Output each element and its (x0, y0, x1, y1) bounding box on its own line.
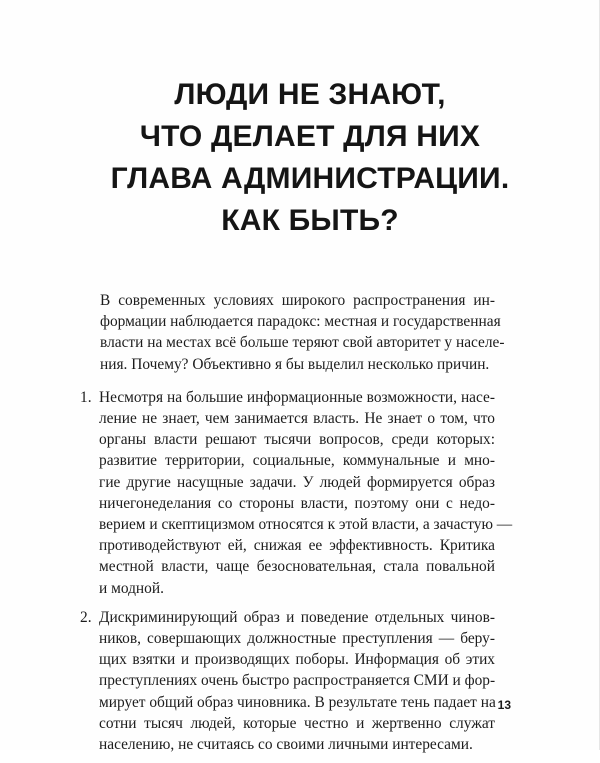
page-number: 13 (497, 698, 511, 712)
text-line: верием и скептицизмом относятся к этой власти, а зачастую — (99, 516, 513, 534)
text-line: В современных условиях широкого распространения ин- (100, 292, 495, 309)
text-line: органы власти решают тысячи вопросов, среди которых: (99, 431, 495, 449)
text-line: ничегонеделания со стороны власти, поэтому они с недо- (99, 494, 495, 512)
intro-paragraph (80, 290, 505, 375)
list-item-number: 2. (80, 608, 92, 626)
text-line: щих взятки и производящих поборы. Информация об этих (99, 651, 495, 669)
list-item (80, 607, 495, 755)
chapter-title-line: ГЛАВА АДМИНИСТРАЦИИ. (110, 162, 510, 195)
chapter-title-line: КАК БЫТЬ? (221, 204, 399, 237)
text-line: местной власти, чаще безосновательная, стала повальной (99, 558, 495, 576)
text-line: гие другие насущные задачи. У людей формируется образ (99, 473, 495, 491)
text-line: сотни тысяч людей, которые честно и жертвенно служат (99, 714, 495, 732)
text-line: Дискриминирующий образ и поведение отдельных чинов- (99, 608, 495, 626)
text-line: Несмотря на большие информационные возможности, насе- (99, 388, 495, 406)
list-item (80, 387, 513, 599)
text-line: формации наблюдается парадокс: местная и государственная (100, 313, 501, 331)
text-line: ление не знает, чем занимается власть. Не знает о том, что (99, 410, 495, 428)
list-item-number: 1. (80, 388, 92, 406)
text-line: власти на местах всё больше теряют свой авторитет у населе- (100, 334, 505, 352)
chapter-title (40, 74, 580, 242)
text-line: населению, не считаясь со своими личными интересами. (99, 736, 473, 754)
text-line: и модной. (99, 579, 164, 597)
text-line: преступлениях очень быстро распространяется СМИ и фор- (99, 672, 496, 690)
text-line: противодействуют ей, снижая ее эффективность. Критика (99, 537, 495, 555)
text-line: ников, совершающих должностные преступления — беру- (99, 630, 495, 648)
chapter-title-line: ЛЮДИ НЕ ЗНАЮТ, (174, 78, 446, 111)
text-line: ния. Почему? Объективно я бы выделил несколько причин. (100, 355, 490, 373)
text-line: мирует общий образ чиновника. В результате тень падает на (99, 693, 496, 711)
text-line: развитие территории, социальные, коммунальные и мно- (99, 452, 495, 470)
chapter-title-line: ЧТО ДЕЛАЕТ ДЛЯ НИХ (139, 120, 481, 153)
